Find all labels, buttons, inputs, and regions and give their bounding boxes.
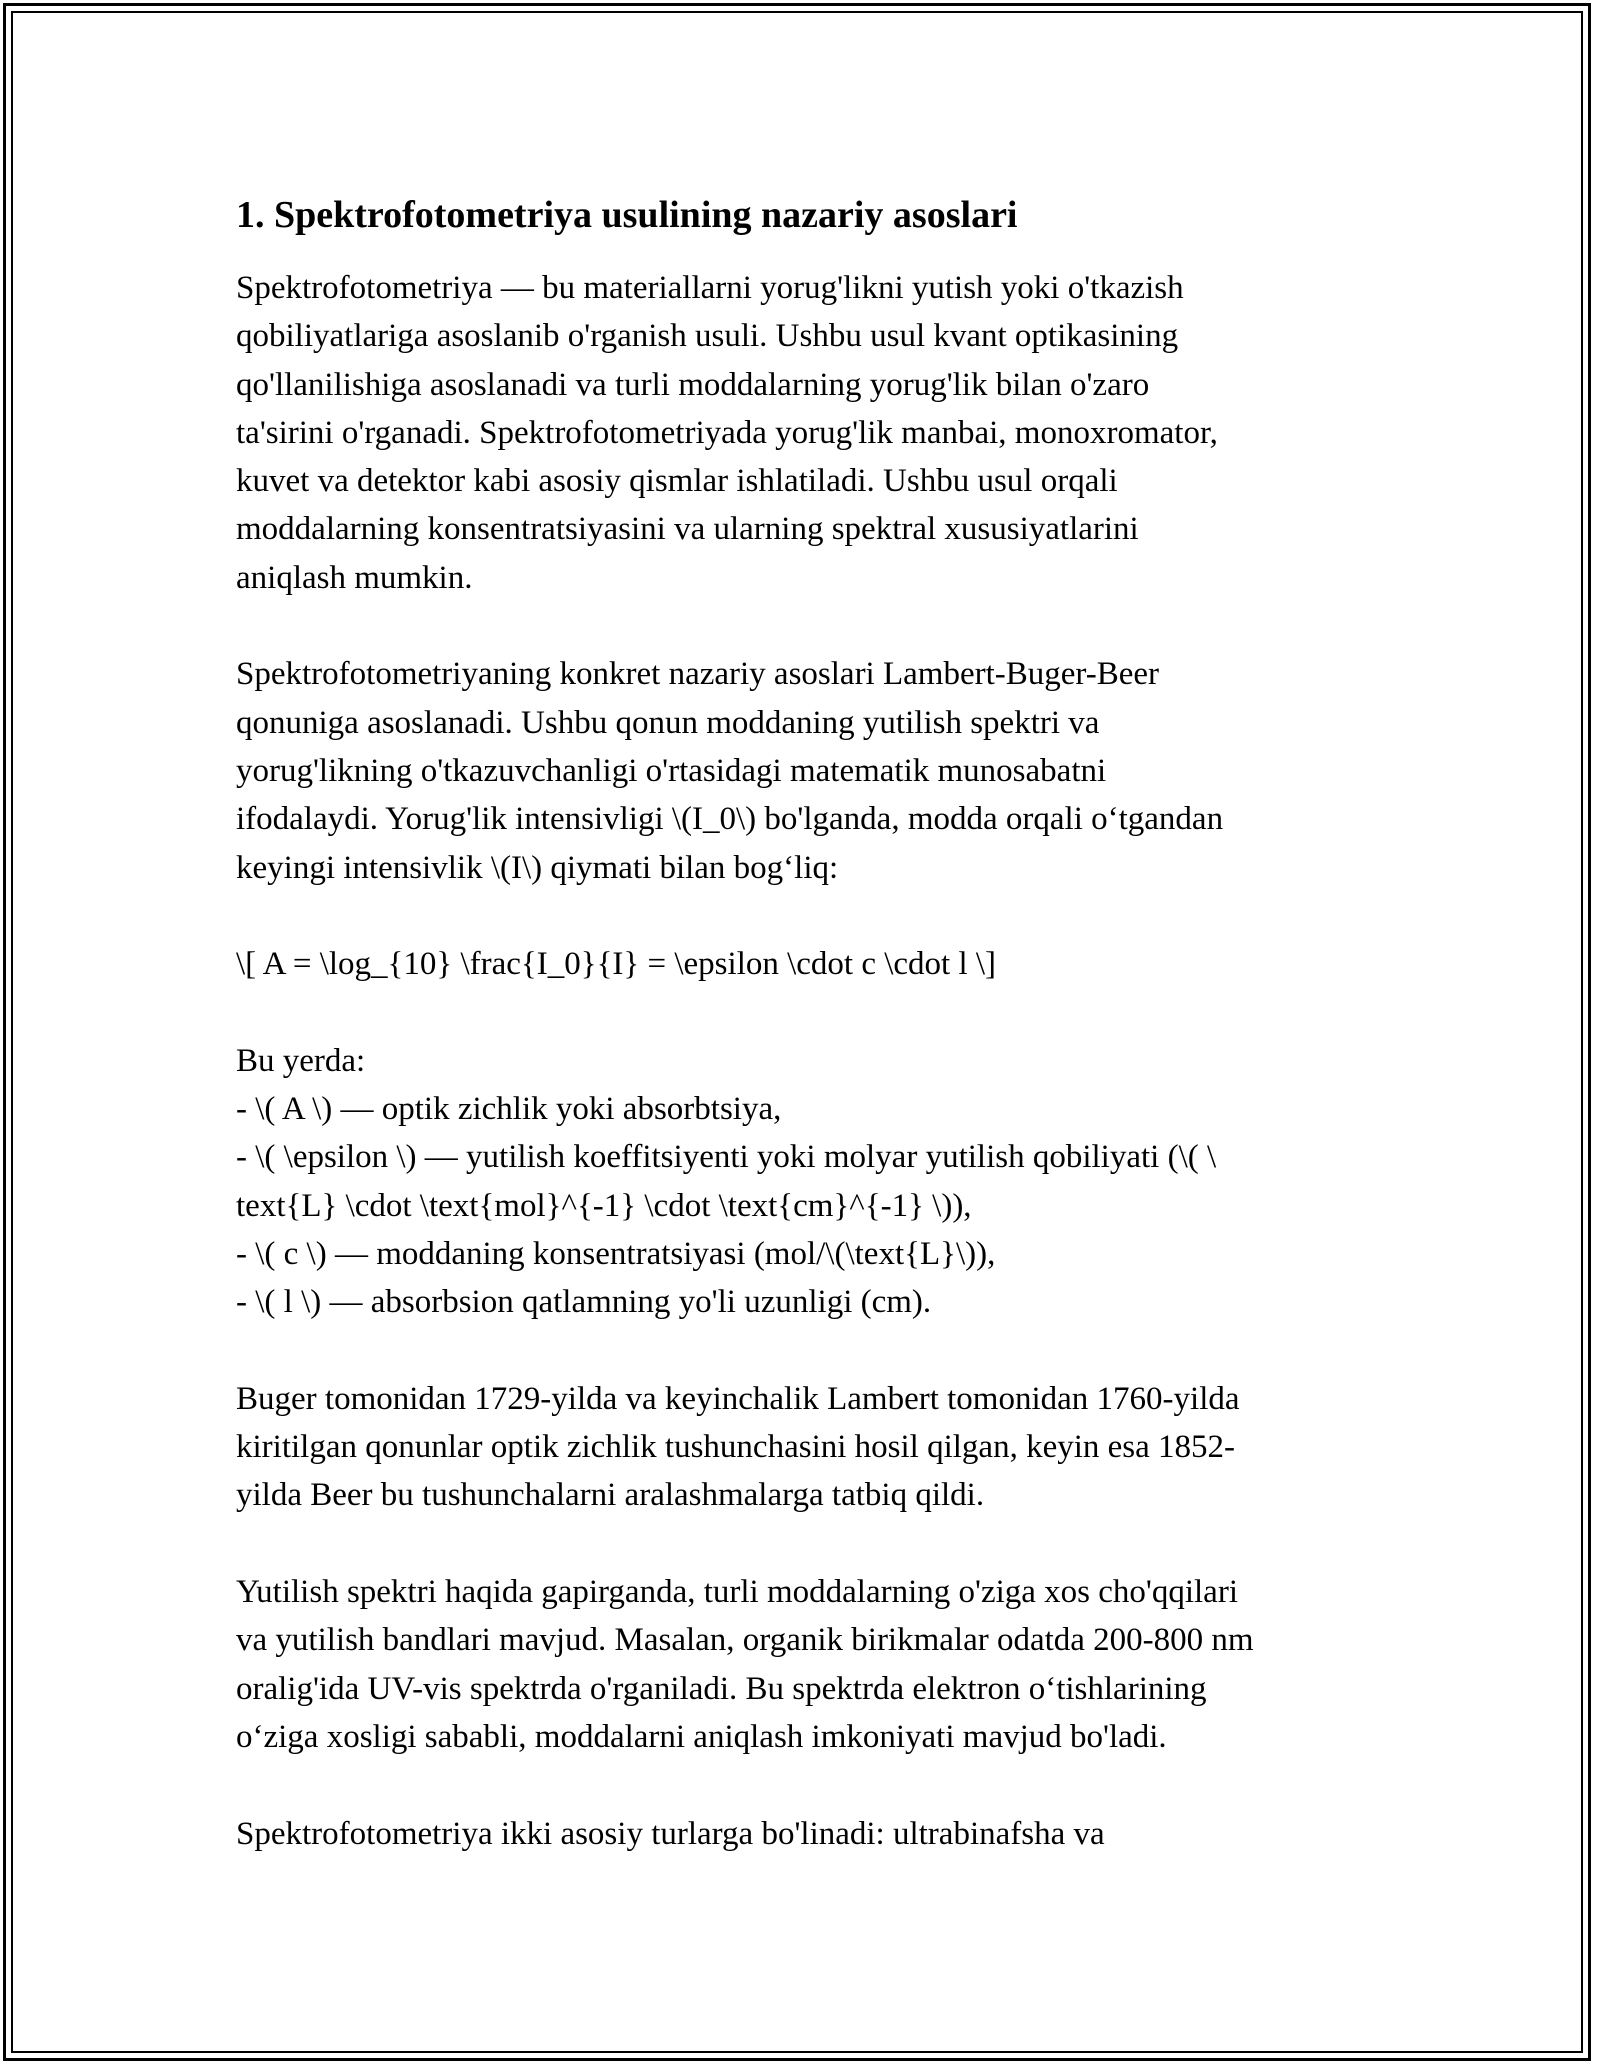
text-line: oralig'ida UV-vis spektrda o'rganiladi. Bu spektrda elektron o‘tishlarining: [236, 1670, 1207, 1707]
paragraph-types: [236, 1810, 1386, 1858]
text-line: qonuniga asoslanadi. Ushbu qonun moddaning yutilish spektri va: [236, 704, 1100, 741]
section-heading: 1. Spektrofotometriya usulining nazariy asoslari: [236, 194, 1018, 236]
text-line: aniqlash mumkin.: [236, 559, 473, 596]
list-item: - \( A \) — optik zichlik yoki absorbtsiya,: [236, 1091, 782, 1128]
paragraph-definitions: [236, 1037, 1386, 1327]
paragraph-formula: [236, 940, 1386, 988]
text-line: ta'sirini o'rganadi. Spektrofotometriyada yorug'lik manbai, monoxromator,: [236, 414, 1218, 451]
text-line: text{L} \cdot \text{mol}^{-1} \cdot \text{cm}^{-1} \)),: [236, 1187, 972, 1224]
text-line: Spektrofotometriyaning konkret nazariy asoslari Lambert-Buger-Beer: [236, 656, 1160, 693]
list-item: - \( c \) — moddaning konsentratsiyasi (mol/\(\text{L}\)),: [236, 1235, 996, 1272]
document-body: [236, 186, 1386, 1858]
formula-line: \[ A = \log_{10} \frac{I_0}{I} = \epsilon \cdot c \cdot l \]: [236, 946, 997, 983]
text-line: qo'llanilishiga asoslanadi va turli moddalarning yorug'lik bilan o'zaro: [236, 366, 1150, 403]
text-line: kiritilgan qonunlar optik zichlik tushunchasini hosil qilgan, keyin esa 1852-: [236, 1429, 1236, 1466]
text-line: Spektrofotometriya ikki asosiy turlarga bo'linadi: ultrabinafsha va: [236, 1815, 1105, 1852]
paragraph-spectrum: [236, 1568, 1386, 1761]
paragraph-gap: [236, 1520, 1386, 1568]
text-line: keyingi intensivlik \(I\) qiymati bilan bog‘liq:: [236, 849, 839, 886]
text-line: moddalarning konsentratsiyasini va ularning spektral xususiyatlarini: [236, 511, 1139, 548]
text-line: Spektrofotometriya — bu materiallarni yorug'likni yutish yoki o'tkazish: [236, 270, 1184, 306]
paragraph-gap: [236, 1327, 1386, 1375]
text-line: Yutilish spektri haqida gapirganda, turli moddalarning o'ziga xos cho'qqilari: [236, 1574, 1238, 1611]
text-line: o‘ziga xosligi sababli, moddalarni aniqlash imkoniyati mavjud bo'ladi.: [236, 1718, 1167, 1755]
text-line: Buger tomonidan 1729-yilda va keyinchalik Lambert tomonidan 1760-yilda: [236, 1380, 1240, 1417]
text-line: va yutilish bandlari mavjud. Masalan, organik birikmalar odatda 200-800 nm: [236, 1622, 1254, 1659]
text-line: yorug'likning o'tkazuvchanligi o'rtasidagi matematik munosabatni: [236, 752, 1107, 789]
list-item: - \( l \) — absorbsion qatlamning yo'li uzunligi (cm).: [236, 1284, 932, 1321]
text-line: yilda Beer bu tushunchalarni aralashmalarga tatbiq qildi.: [236, 1477, 985, 1514]
paragraph-gap: [236, 892, 1386, 940]
text-line: kuvet va detektor kabi asosiy qismlar ishlatiladi. Ushbu usul orqali: [236, 463, 1118, 500]
paragraph-gap: [236, 1761, 1386, 1809]
paragraph-history: [236, 1375, 1386, 1520]
paragraph-gap: [236, 988, 1386, 1036]
list-item: - \( \epsilon \) — yutilish koeffitsiyenti yoki molyar yutilish qobiliyati (\( \: [236, 1139, 1217, 1176]
text-line: ifodalaydi. Yorug'lik intensivligi \(I_0\) bo'lganda, modda orqali o‘tgandan: [236, 801, 1224, 838]
text-line: qobiliyatlariga asoslanib o'rganish usuli. Ushbu usul kvant optikasining: [236, 318, 1179, 355]
paragraph-gap: [236, 602, 1386, 650]
text-line: Bu yerda:: [236, 1042, 366, 1079]
paragraph-law: [236, 650, 1386, 891]
paragraph-intro: [236, 264, 1386, 602]
